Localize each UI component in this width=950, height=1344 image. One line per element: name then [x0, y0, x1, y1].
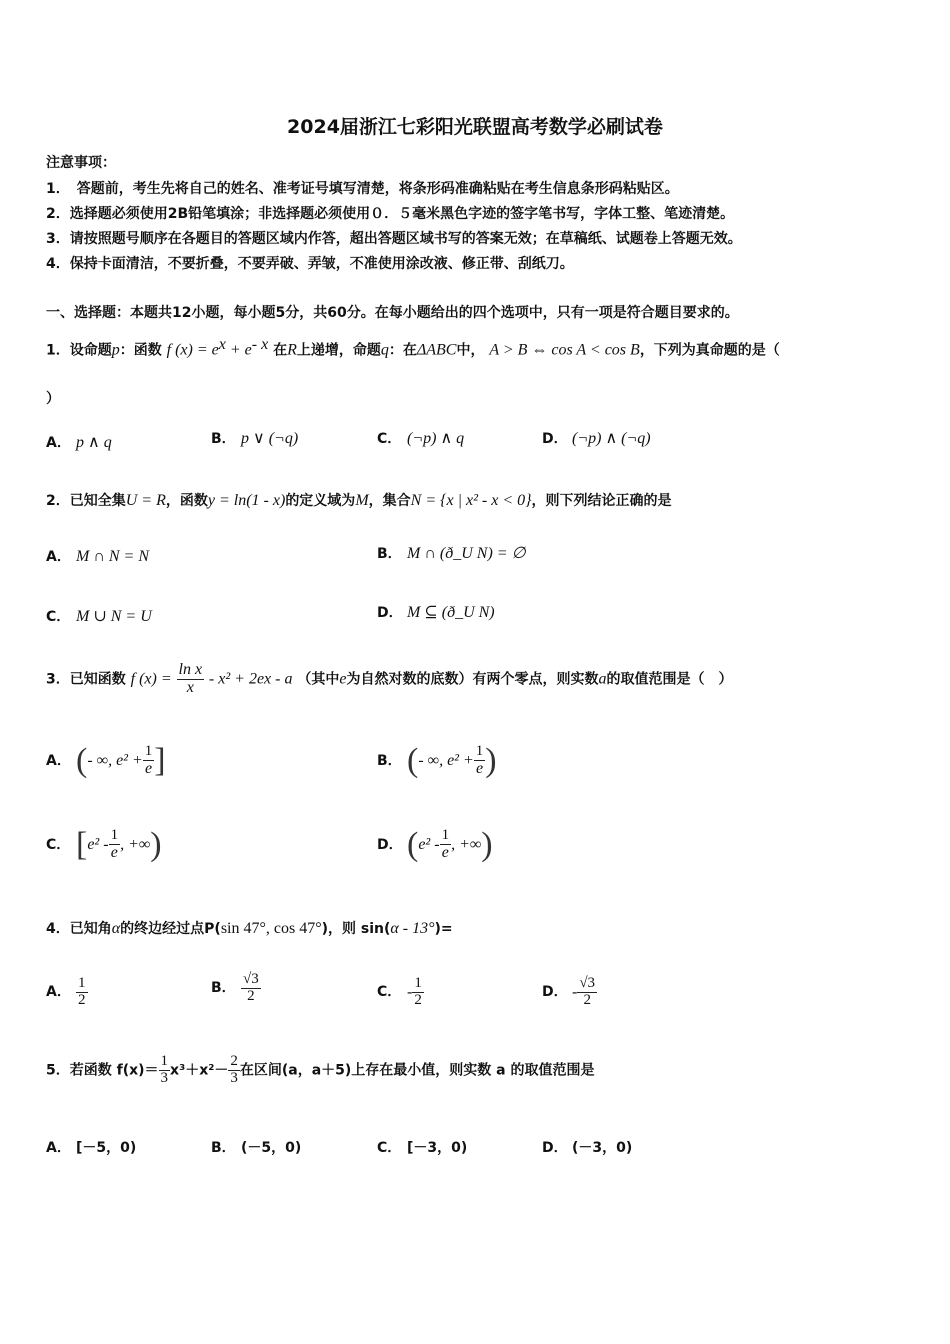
page-title: 2024届浙江七彩阳光联盟高考数学必刷试卷: [287, 116, 663, 138]
question-3: 3．已知函数 f (x) = $\frac{\text{ln x}}{x}$ - x² + 2ex - a （其中e为自然对数的底数）有两个零点，则实数a的取值范围是（ ）: [46, 661, 733, 696]
q3-option-c[interactable]: C． [e² - $\frac{1}{e}$ , +∞): [46, 826, 162, 863]
fraction: $\frac{2}{3}$: [230, 1053, 238, 1086]
question-1-close: ）: [46, 391, 60, 407]
q2-option-c[interactable]: C． M ∪ N = U: [46, 608, 152, 625]
fraction: $\frac{1}{2}$: [78, 975, 86, 1008]
q1-option-c[interactable]: C． (¬p) ∧ q: [377, 430, 465, 447]
question-4: 4．已知角α的终边经过点P(sin 47°, cos 47°)，则 sin(α - 13°)=: [46, 920, 453, 937]
fraction: $\frac{1}{e}$: [144, 743, 153, 777]
notice-item-3: 3．请按照题号顺序在各题目的答题区域内作答，超出答题区域书写的答案无效；在草稿纸、试题卷上答题无效。: [46, 231, 742, 247]
q4-option-c[interactable]: C． - $\frac{1}{2}$: [377, 975, 422, 1008]
q5-option-a[interactable]: A． [－5，0): [46, 1140, 137, 1156]
fraction: $\frac{1}{e}$: [475, 743, 484, 777]
q1-option-a[interactable]: A． p ∧ q: [46, 434, 112, 451]
q4-option-d[interactable]: D． - $\frac{√3}{2}$: [542, 975, 596, 1008]
fraction: $\frac{1}{e}$: [441, 827, 450, 861]
q3-option-b[interactable]: B． (- ∞, e² + $\frac{1}{e}$ ): [377, 742, 497, 779]
fraction: $\frac{\text{ln x}}{x}$: [178, 661, 203, 696]
notice-item-4: 4．保持卡面清洁，不要折叠，不要弄破、弄皱，不准使用涂改液、修正带、刮纸刀。: [46, 256, 574, 272]
q2-option-a[interactable]: A． M ∩ N = N: [46, 548, 150, 565]
q2-option-d[interactable]: D． M ⊆ (ð_U N): [377, 604, 495, 621]
q5-option-b[interactable]: B． (－5，0): [211, 1140, 302, 1156]
fraction: $\frac{√3}{2}$: [243, 971, 259, 1004]
q3-option-d[interactable]: D． (e² - $\frac{1}{e}$ , +∞): [377, 826, 493, 863]
q5-option-d[interactable]: D． (－3，0): [542, 1140, 633, 1156]
q1-option-d[interactable]: D． (¬p) ∧ (¬q): [542, 430, 651, 447]
q4-option-a[interactable]: A． $\frac{1}{2}$: [46, 975, 86, 1008]
notice-heading: 注意事项：: [46, 155, 116, 171]
question-2: 2．已知全集U = R，函数y = ln(1 - x)的定义域为M，集合N = {x | x² - x < 0}，则下列结论正确的是: [46, 492, 672, 509]
fraction: $\frac{1}{2}$: [414, 975, 422, 1008]
q1-option-b[interactable]: B． p ∨ (¬q): [211, 430, 299, 447]
question-1: 1．设命题p：函数 f $(x) = e^x + e^{- x}$ 在R上递增，命题q：在ΔABC中， A > B ⇔ cos A < cos B，下列为真命题的是（: [46, 336, 780, 359]
section-heading: 一、选择题：本题共12小题，每小题5分，共60分。在每小题给出的四个选项中，只有一项是符合题目要求的。: [46, 305, 739, 321]
q4-option-b[interactable]: B． $\frac{√3}{2}$: [211, 971, 259, 1004]
fraction: $\frac{√3}{2}$: [579, 975, 596, 1008]
fraction: $\frac{1}{e}$: [110, 827, 119, 861]
notice-item-2: 2．选择题必须使用2B铅笔填涂；非选择题必须使用０．５毫米黑色字迹的签字笔书写，字体工整、笔迹清楚。: [46, 206, 735, 222]
q3-option-a[interactable]: A． (- ∞, e² + $\frac{1}{e}$ ]: [46, 742, 166, 779]
notice-item-1: 1． 答题前，考生先将自己的姓名、准考证号填写清楚，将条形码准确粘贴在考生信息条形码粘贴区。: [46, 181, 679, 197]
q5-option-c[interactable]: C． [－3，0): [377, 1140, 468, 1156]
question-5: 5．若函数 f(x)＝ $\frac{1}{3}$ x³＋x²－ $\frac{2}{3}$ 在区间(a，a＋5)上存在最小值，则实数 a 的取值范围是: [46, 1053, 595, 1086]
q2-option-b[interactable]: B． M ∩ (ð_U N) = ∅: [377, 545, 526, 562]
fraction: $\frac{1}{3}$: [160, 1053, 169, 1086]
